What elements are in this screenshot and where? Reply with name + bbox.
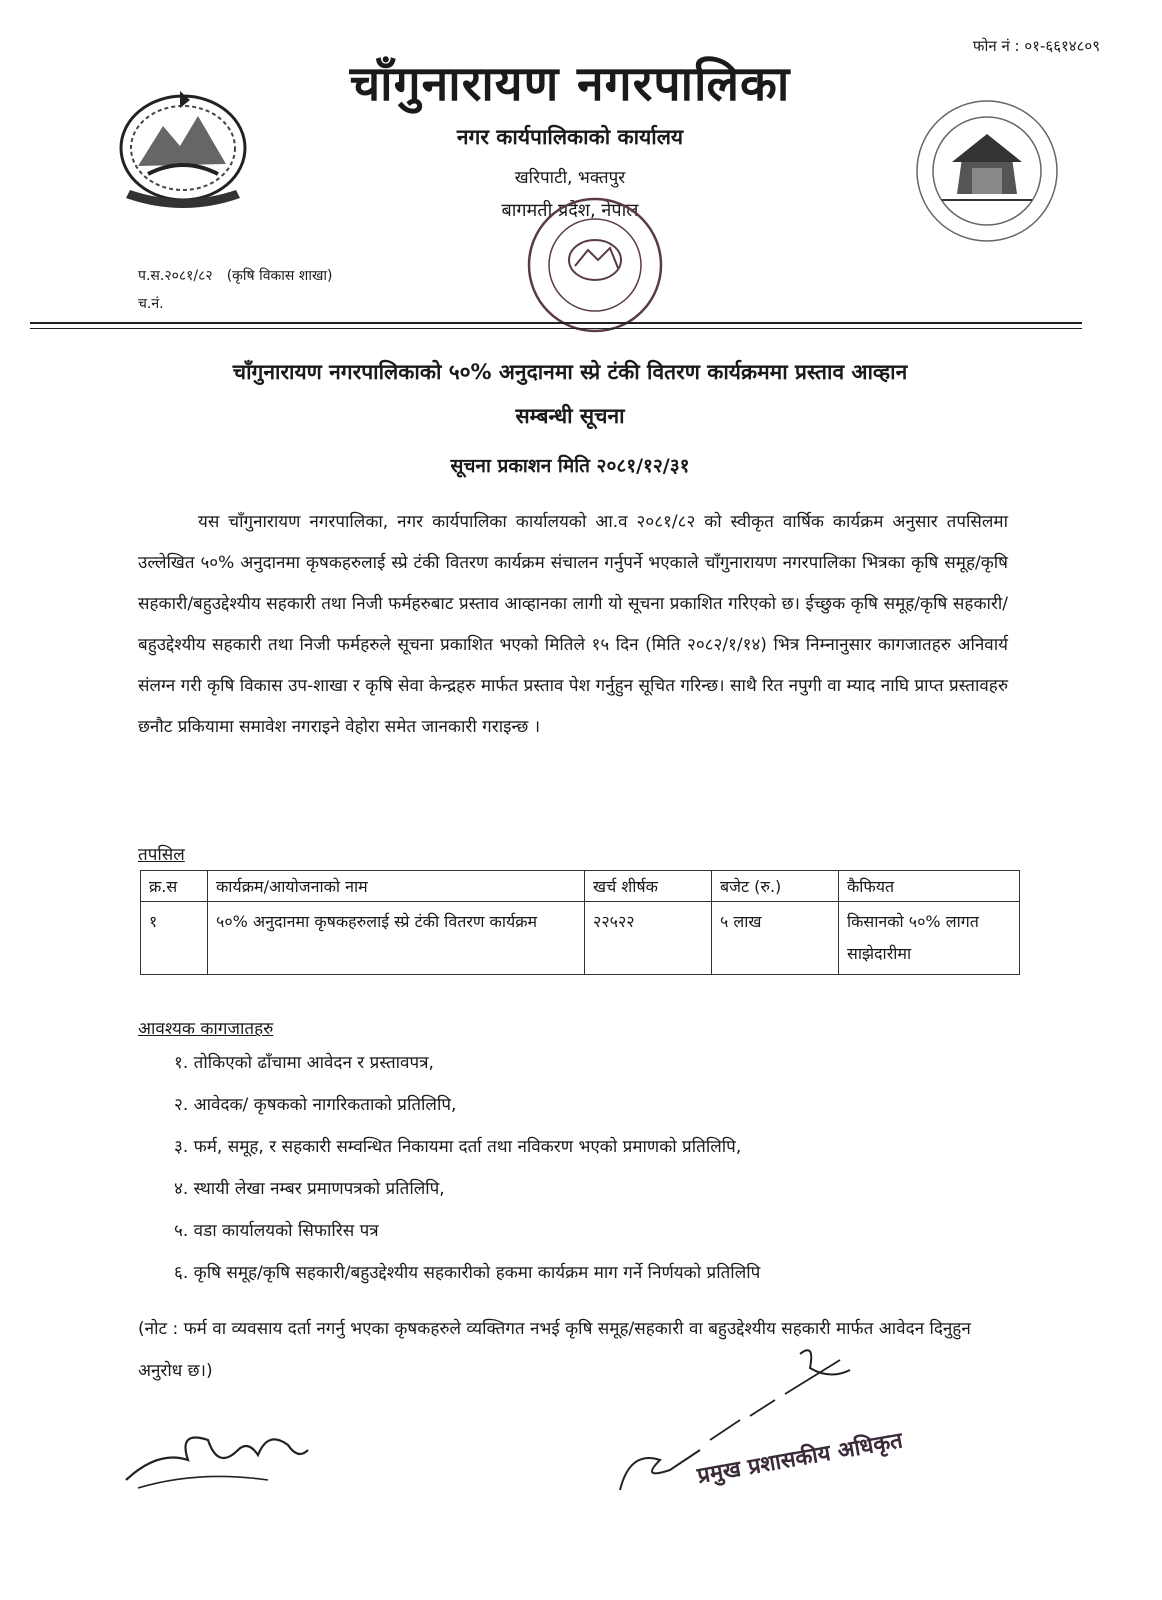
reference-block	[138, 262, 333, 318]
notice-title	[100, 350, 1040, 438]
municipality-name: चाँगुनारायण नगरपालिका	[349, 56, 791, 112]
cell-serial: १	[141, 902, 208, 975]
header-divider	[30, 322, 1082, 324]
dispatch-number: च.नं.	[138, 296, 164, 312]
list-item: ६. कृषि समूह/कृषि सहकारी/बहुउद्देश्यीय सहकारीको हकमा कार्यक्रम माग गर्ने निर्णयको प्रतिलिपि	[174, 1263, 761, 1283]
header-divider-thin	[30, 328, 1082, 329]
notice-title-line1: चाँगुनारायण नगरपालिकाको ५०% अनुदानमा स्प्रे टंकी वितरण कार्यक्रममा प्रस्ताव आव्हान	[232, 360, 908, 384]
branch-name: (कृषि विकास शाखा)	[226, 268, 333, 284]
signature-left-icon	[118, 1410, 318, 1500]
list-item: २. आवेदक/ कृषकको नागरिकताको प्रतिलिपि,	[174, 1095, 457, 1115]
municipality-logo-icon	[912, 96, 1062, 246]
program-table	[140, 870, 1020, 975]
table-row	[141, 902, 1020, 975]
col-program: कार्यक्रम/आयोजनाको नाम	[208, 871, 585, 902]
table-header-row	[141, 871, 1020, 902]
documents-list	[138, 1042, 760, 1294]
office-address: खरिपाटी, भक्तपुर	[514, 167, 626, 188]
col-remarks: कैफियत	[839, 871, 1020, 902]
table-caption: तपसिल	[138, 845, 185, 865]
col-serial: क्र.स	[141, 871, 208, 902]
nepal-emblem-icon	[108, 86, 258, 216]
cell-program: ५०% अनुदानमा कृषकहरुलाई स्प्रे टंकी वितरण कार्यक्रम	[208, 902, 585, 975]
cell-expense-head: २२५२२	[585, 902, 712, 975]
notice-body: यस चाँगुनारायण नगरपालिका, नगर कार्यपालिका कार्यालयको आ.व २०८१/८२ को स्वीकृत वार्षिक कार्यक्रम अनुसार तपसिलमा उल्लेखित ५०% अनुदानमा कृषकहरुलाई स्प्रे टंकी वितरण कार्यक्रम संचालन गर्नुपर्ने भएकाले चाँगुनारायण नगरपालिका भित्रका कृषि समूह/कृषि सहकारी/बहुउद्देश्यीय सहकारी तथा निजी फर्महरुबाट प्रस्ताव आव्हानका लागी यो सूचना प्रकाशित गरिएको छ। ईच्छुक कृषि समूह/कृषि सहकारी/बहुउद्देश्यीय सहकारी तथा निजी फर्महरुले सूचना प्रकाशित भएको मितिले १५ दिन (मिति २०८२/१/१४) भित्र निम्नानुसार कागजातहरु अनिवार्य संलग्न गरी कृषि विकास उप-शाखा र कृषि सेवा केन्द्रहरु मार्फत प्रस्ताव पेश गर्नुहुन सूचित गरिन्छ। साथै रित नपुगी वा म्याद नाघि प्राप्त प्रस्तावहरु छनौट प्रकियामा समावेश नगराइने वेहोरा समेत जानकारी गराइन्छ ।	[138, 512, 1008, 737]
notice-title-line2: सम्बन्धी सूचना	[515, 404, 625, 428]
note-text: (नोट : फर्म वा व्यवसाय दर्ता नगर्नु भएका कृषकहरुले व्यक्तिगत नभई कृषि समूह/सहकारी वा बहुउद्देश्यीय सहकारी मार्फत आवेदन दिनुहुन अनुरोध छ।)	[138, 1319, 971, 1381]
reference-number: प.स.२०८१/८२	[138, 268, 213, 284]
office-name: नगर कार्यपालिकाको कार्यालय	[456, 124, 684, 149]
officer-designation-stamp: प्रमुख प्रशासकीय अधिकृत	[695, 1428, 905, 1490]
office-stamp-icon	[520, 190, 670, 340]
cell-budget: ५ लाख	[712, 902, 839, 975]
list-item: ५. वडा कार्यालयको सिफारिस पत्र	[174, 1221, 379, 1241]
list-item: १. तोकिएको ढाँचामा आवेदन र प्रस्तावपत्र,	[174, 1053, 434, 1073]
list-item: ३. फर्म, समूह, र सहकारी सम्वन्धित निकायमा दर्ता तथा नविकरण भएको प्रमाणको प्रतिलिपि,	[174, 1137, 742, 1157]
cell-remarks: किसानको ५०% लागत साझेदारीमा	[839, 902, 1020, 975]
col-budget: बजेट (रु.)	[712, 871, 839, 902]
phone-number: फोन नं : ०१-६६१४८०९	[972, 37, 1100, 55]
list-item: ४. स्थायी लेखा नम्बर प्रमाणपत्रको प्रतिलिपि,	[174, 1179, 445, 1199]
col-expense-head: खर्च शीर्षक	[585, 871, 712, 902]
office-province: बागमती प्रदेश, नेपाल	[501, 199, 639, 221]
documents-heading: आवश्यक कागजातहरु	[138, 1019, 274, 1039]
publication-date: सूचना प्रकाशन मिति २०८१/१२/३१	[450, 455, 690, 477]
